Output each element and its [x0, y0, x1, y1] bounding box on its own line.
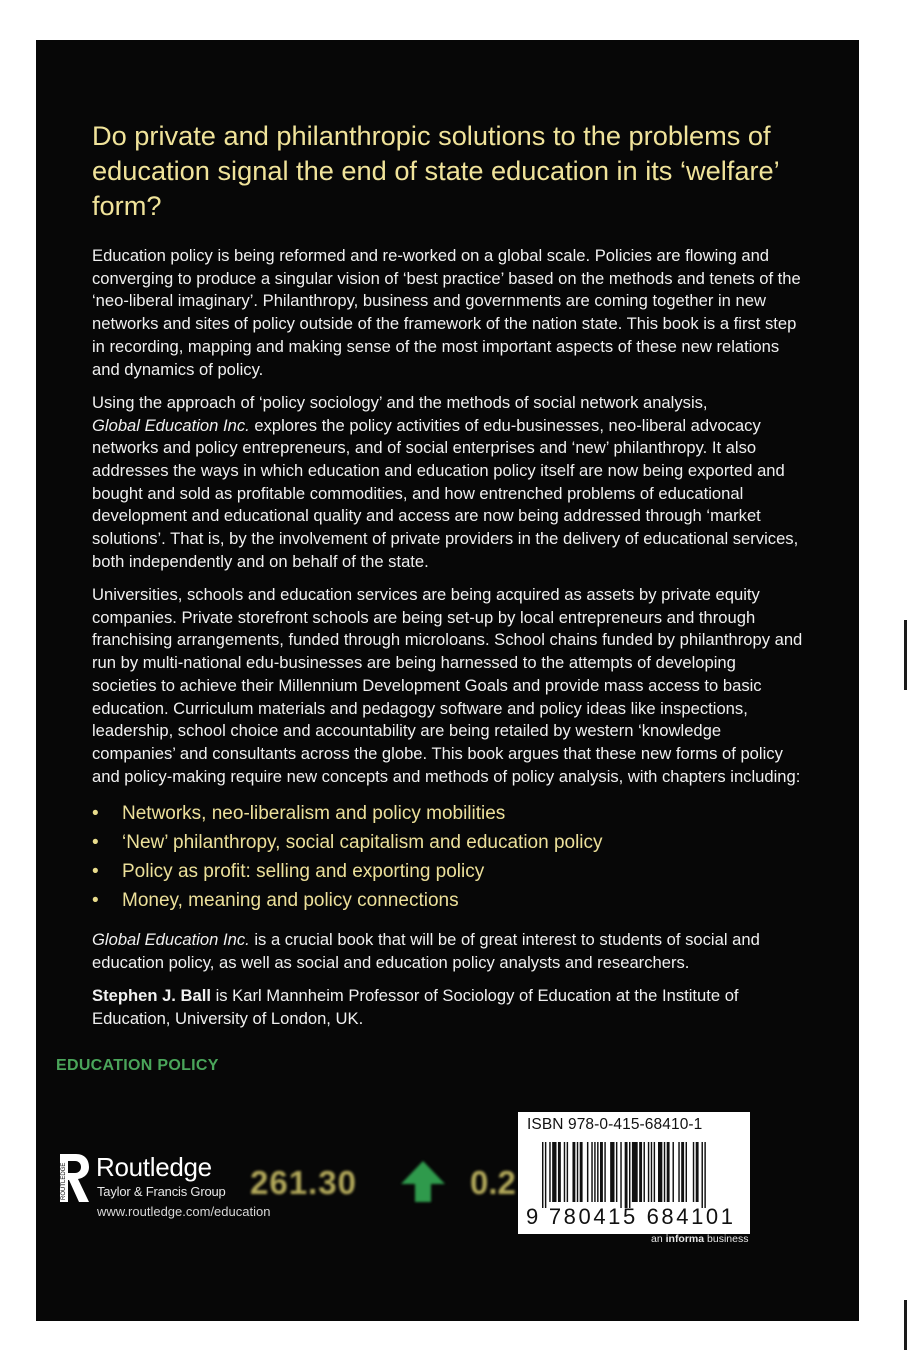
informa-tagline — [651, 1233, 748, 1245]
cover-headline: Do private and philanthropic solutions to the problems of education signal the end of state education in its ‘welfare’ form? — [92, 120, 779, 221]
ticker-change: 0.2 — [470, 1164, 516, 1201]
informa-suffix: business — [704, 1233, 749, 1245]
paragraph-2-intro: Using the approach of ‘policy sociology’ and the methods of social network analysis, — [92, 392, 708, 412]
chapter-title: Policy as profit: selling and exporting policy — [122, 860, 485, 882]
chapter-title: Money, meaning and policy connections — [122, 889, 459, 911]
chapter-item — [92, 799, 804, 828]
barcode-bar — [577, 1142, 578, 1202]
stock-ticker-image — [250, 1158, 520, 1208]
barcode-bar — [549, 1142, 550, 1202]
barcode-bar — [591, 1142, 592, 1202]
bullet-icon: • — [92, 860, 99, 882]
publisher-group: Taylor & Francis Group — [97, 1184, 226, 1199]
barcode-bar — [696, 1142, 699, 1202]
barcode-bar — [648, 1142, 649, 1202]
chapter-item — [92, 828, 804, 857]
book-title-reference: Global Education Inc. — [92, 415, 250, 435]
barcode-bar — [629, 1142, 630, 1208]
barcode-bar — [616, 1142, 617, 1202]
barcode-bar — [664, 1142, 665, 1202]
barcode-bars — [542, 1142, 742, 1208]
barcode-bar — [542, 1142, 543, 1208]
barcode-bar — [620, 1142, 621, 1208]
barcode-bar — [658, 1142, 662, 1202]
barcode-right-digits: 684101 — [646, 1204, 736, 1229]
barcode-bar — [693, 1142, 694, 1202]
barcode-bar — [681, 1142, 684, 1202]
barcode-bar — [545, 1142, 546, 1208]
blurb-paragraph-4 — [92, 929, 804, 974]
barcode-bar — [558, 1142, 561, 1202]
routledge-logo-text: ROUTLEDGE — [61, 1162, 67, 1200]
author-name: Stephen J. Ball — [92, 985, 211, 1005]
bullet-icon: • — [92, 802, 99, 824]
informa-prefix: an — [651, 1233, 666, 1245]
blurb-paragraph-2 — [92, 392, 804, 574]
barcode-bar — [702, 1142, 703, 1208]
barcode-bar — [625, 1142, 628, 1208]
ticker-value: 261.30 — [250, 1164, 357, 1201]
barcode-bar — [667, 1142, 670, 1202]
bullet-icon: • — [92, 889, 99, 911]
barcode-bar — [654, 1142, 655, 1202]
barcode-bar — [639, 1142, 642, 1202]
barcode-bar — [594, 1142, 595, 1202]
author-bio — [92, 985, 804, 1030]
barcode-bar — [600, 1142, 603, 1202]
routledge-logo-icon — [56, 1152, 92, 1204]
barcode-bar — [580, 1142, 583, 1202]
chapter-item — [92, 886, 804, 915]
barcode-left-digits: 780415 — [548, 1204, 638, 1229]
barcode-first-digit: 9 — [526, 1204, 541, 1229]
book-title-reference: Global Education Inc. — [92, 929, 250, 949]
barcode-digits — [526, 1204, 736, 1230]
blurb-paragraph-1: Education policy is being reformed and re-worked on a global scale. Policies are flowing and converging to produce a singular vision of ‘best practice’ based on the methods and tenets of the ‘neo-liberal imaginary’. Philanthropy, business and governments are coming together in new networks and sites of policy outside of the framework of the nation state. This book is a first step in recording, mapping and making sense of the most important aspects of these new relations and dynamics of policy. — [92, 246, 801, 379]
barcode-bar — [704, 1142, 705, 1208]
barcode-bar — [632, 1142, 638, 1202]
chapter-title: Networks, neo-liberalism and policy mobilities — [122, 802, 506, 824]
barcode-bar — [651, 1142, 652, 1202]
barcode-bar — [673, 1142, 674, 1202]
paragraph-4-rest: is a crucial book that will be of great interest to students of social and education policy, as well as social and education policy analysts and researchers. — [92, 929, 760, 972]
barcode-bar — [610, 1142, 614, 1202]
up-arrow-icon — [398, 1158, 448, 1209]
barcode-bar — [597, 1142, 598, 1202]
chapter-list — [92, 799, 804, 915]
barcode-bar — [572, 1142, 575, 1202]
barcode-bar — [678, 1142, 679, 1202]
barcode-bar — [604, 1142, 605, 1202]
barcode-bar — [686, 1142, 687, 1202]
paragraph-2-rest: explores the policy activities of edu-businesses, neo-liberal advocacy networks and policy entrepreneurs, and of social enterprises and ‘new’ philanthropy. It also addresses the ways in which education and education policy itself are now being exported and bought and sold as profitable commodities, and how entrenched problems of educational development and educational quality and access are now being addressed through ‘market solutions’. That is, by the involvement of private providers in the delivery of educational services, both independently and on behalf of the state. — [92, 415, 799, 571]
author-description: is Karl Mannheim Professor of Sociology of Education at the Institute of Education, University of London, UK. — [92, 985, 739, 1028]
blurb — [92, 245, 804, 1041]
barcode-bar — [567, 1142, 568, 1202]
barcode-bar — [564, 1142, 565, 1202]
publisher-name: Routledge — [96, 1152, 212, 1182]
isbn-label: ISBN 978-0-415-68410-1 — [527, 1116, 703, 1133]
chapter-item — [92, 857, 804, 886]
barcode-bar — [552, 1142, 556, 1202]
bullet-icon: • — [92, 831, 99, 853]
series-label: EDUCATION POLICY — [56, 1057, 219, 1074]
publisher-url: www.routledge.com/education — [97, 1204, 271, 1219]
informa-brand: informa — [665, 1233, 705, 1245]
isbn-barcode — [518, 1112, 750, 1234]
blurb-paragraph-3: Universities, schools and education services are being acquired as assets by private equity companies. Private storefront schools are being set-up by local entrepreneurs and through franchising arrangements, funded through microloans. School chains funded by philanthropy and run by multi-national edu-businesses are being harnessed to the attempts of developing societies to achieve their Millennium Development Goals and provide mass access to basic education. Curriculum materials and pedagogy software and policy ideas like inspections, leadership, school choice and accountability are being retailed by western ‘knowledge companies’ and consultants across the globe. This book argues that these new forms of policy and policy-making require new concepts and methods of policy analysis, with chapters including: — [92, 585, 803, 786]
barcode-bar — [644, 1142, 645, 1202]
barcode-bar — [587, 1142, 588, 1202]
chapter-title: ‘New’ philanthropy, social capitalism and education policy — [122, 831, 603, 853]
